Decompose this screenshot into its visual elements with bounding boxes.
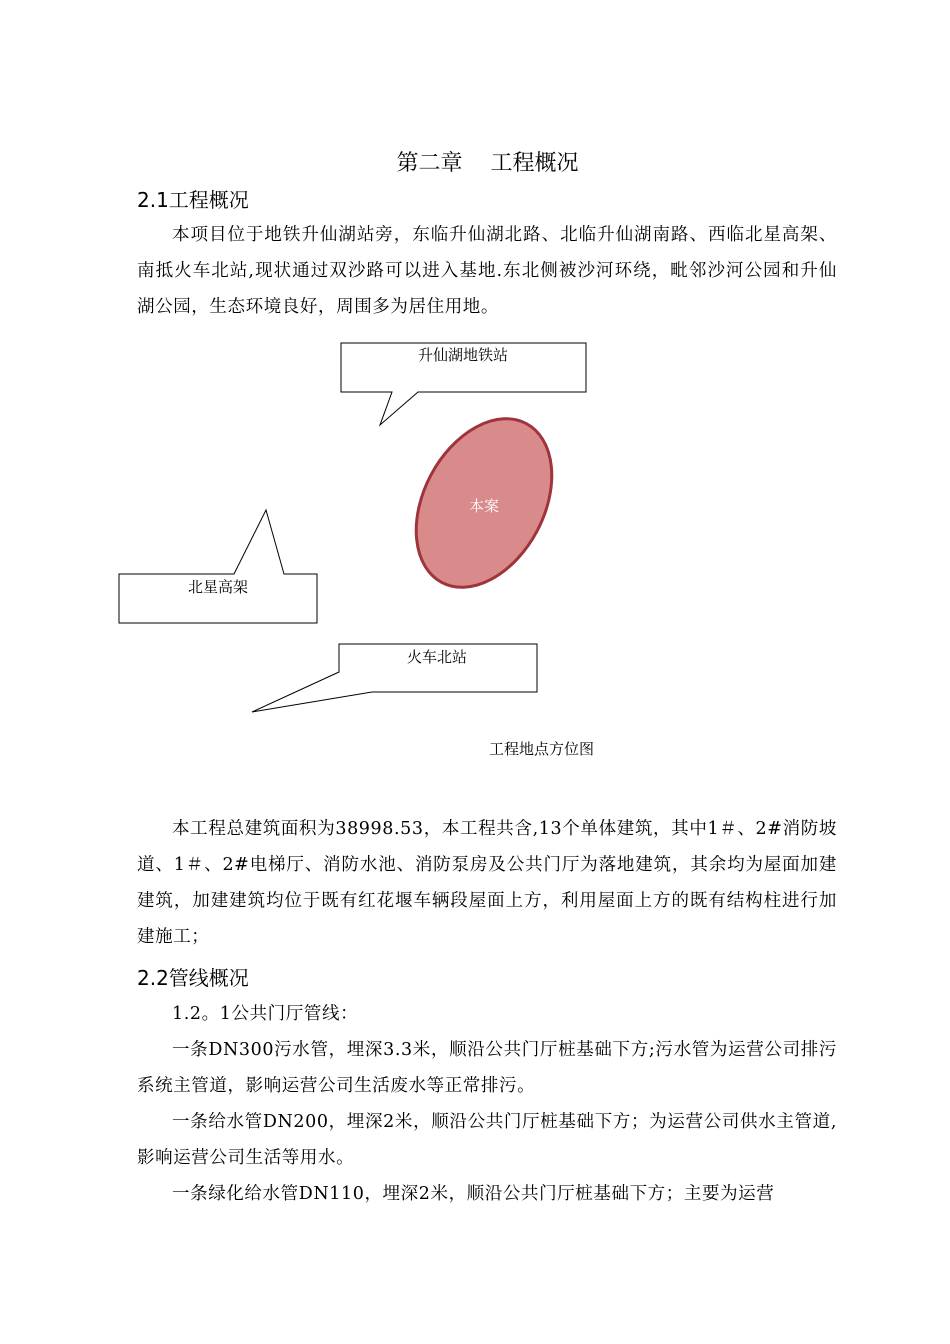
callout-overpass: [119, 510, 317, 623]
subheading-public-hall-pipes: 1.2。1公共门厅管线：: [172, 1004, 359, 1024]
site-location-map: [0, 330, 950, 770]
green-water-pipe-paragraph: 一条绿化给水管DN110，埋深2米，顺沿公共门厅桩基础下方；主要为运营: [172, 1184, 775, 1204]
callout-station-label: 火车北站: [406, 648, 468, 666]
site-label: 本案: [468, 497, 500, 515]
water-pipe-paragraph: 一条给水管DN200，埋深2米，顺沿公共门厅桩基础下方；为运营公司供水主管道,影响运营公司生活等用水。: [137, 1112, 837, 1168]
callout-overpass-label: 北星高架: [187, 578, 249, 596]
project-location-paragraph: 本项目位于地铁升仙湖站旁，东临升仙湖北路、北临升仙湖南路、西临北星高架、南抵火车北站,现状通过双沙路可以进入基地.东北侧被沙河环绕，毗邻沙河公园和升仙湖公园，生态环境良好，周围多为居住用地。: [137, 225, 837, 317]
sewage-pipe-paragraph: 一条DN300污水管，埋深3.3米，顺沿公共门厅桩基础下方;污水管为运营公司排污系统主管道，影响运营公司生活废水等正常排污。: [137, 1040, 837, 1096]
building-area-paragraph: 本工程总建筑面积为38998.53，本工程共含,13个单体建筑，其中1＃、2#消防坡道、1＃、2#电梯厅、消防水池、消防泵房及公共门厅为落地建筑，其余均为屋面加建建筑，加建建筑均位于既有红花堰车辆段屋面上方，利用屋面上方的既有结构柱进行加建施工；: [137, 819, 837, 947]
chapter-title: 第二章 工程概况: [396, 151, 579, 176]
callout-metro-label: 升仙湖地铁站: [417, 346, 509, 364]
site-marker: [389, 395, 579, 610]
section-heading-2-2: 2.2管线概况: [137, 966, 249, 990]
map-caption: 工程地点方位图: [489, 740, 595, 758]
section-heading-2-1: 2.1工程概况: [137, 188, 249, 212]
callout-railway-station: [252, 644, 537, 712]
callout-metro-station: [341, 343, 586, 425]
